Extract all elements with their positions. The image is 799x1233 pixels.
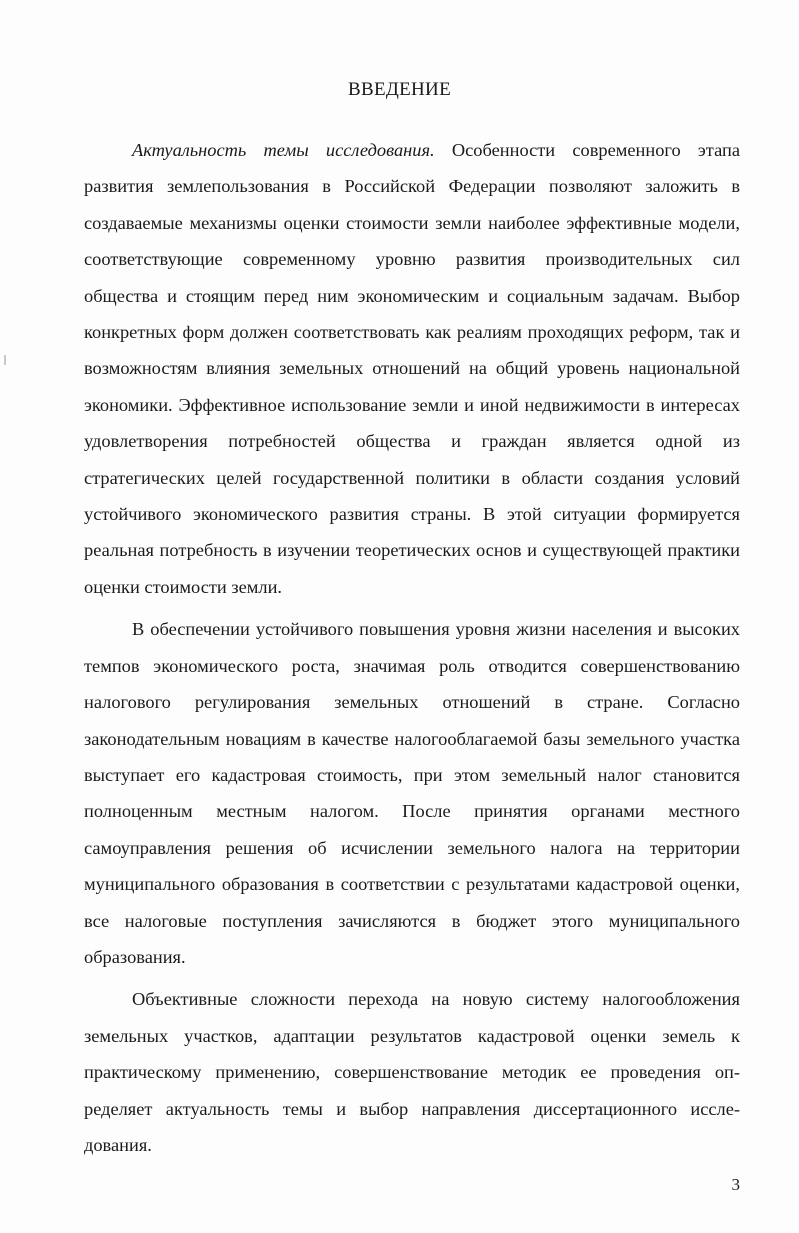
paragraph-text: Объективные сложности перехода на новую систему налогообложения земельных участков, адаптации результатов кадастровой оценки земель к практическому применению, совершенствование методик ее проведения определяет актуальность темы и выбор направления диссертационного исследования.	[84, 989, 740, 1155]
page-title: ВВЕДЕНИЕ	[348, 79, 451, 100]
paragraph-tax-regulation	[84, 611, 740, 975]
paragraph-relevance	[84, 132, 740, 605]
page-number: 3	[731, 1175, 740, 1194]
paragraph-objective-difficulties	[84, 981, 740, 1163]
paragraph-text: В обеспечении устойчивого повышения уровня жизни населения и высоких темпов экономического роста, значимая роль отводится совершенствованию налогового регулирования земельных отношений в стране. Согласно законодательным новациям в качестве налогооблагаемой базы земельного участка выступает его кадастровая стоимость, при этом земельный налог становится полноценным местным налогом. После принятия органами местного самоуправления решения об исчислении земельного налога на территории муниципального образования в соответствии с результатами кадастровой оценки, все налоговые поступления зачисляются в бюджет этого муниципального образования.	[84, 619, 740, 967]
paragraph-lead-italic: Актуальность темы исследования.	[132, 140, 435, 160]
paragraph-text: Особенности современного этапа развития землепользования в Российской Федерации позволяют заложить в создаваемые механизмы оценки стоимости земли наиболее эффективные модели, соответствующие современному уровню развития производительных сил общества и стоящим перед ним экономическим и социальным задачам. Выбор конкретных форм должен соответствовать как реалиям проходящих реформ, так и возможностям влияния земельных отношений на общий уровень национальной экономики. Эффективное использование земли и иной недвижимости в интересах удовлетворения потребностей общества и граждан является одной из стратегических целей государственной политики в области создания условий устойчивого экономического развития страны. В этой ситуации формируется реальная потребность в изучении теоретических основ и существующей практики оценки стоимости земли.	[84, 140, 740, 597]
body-text	[84, 132, 740, 1163]
scan-artifact-mark	[4, 355, 6, 365]
